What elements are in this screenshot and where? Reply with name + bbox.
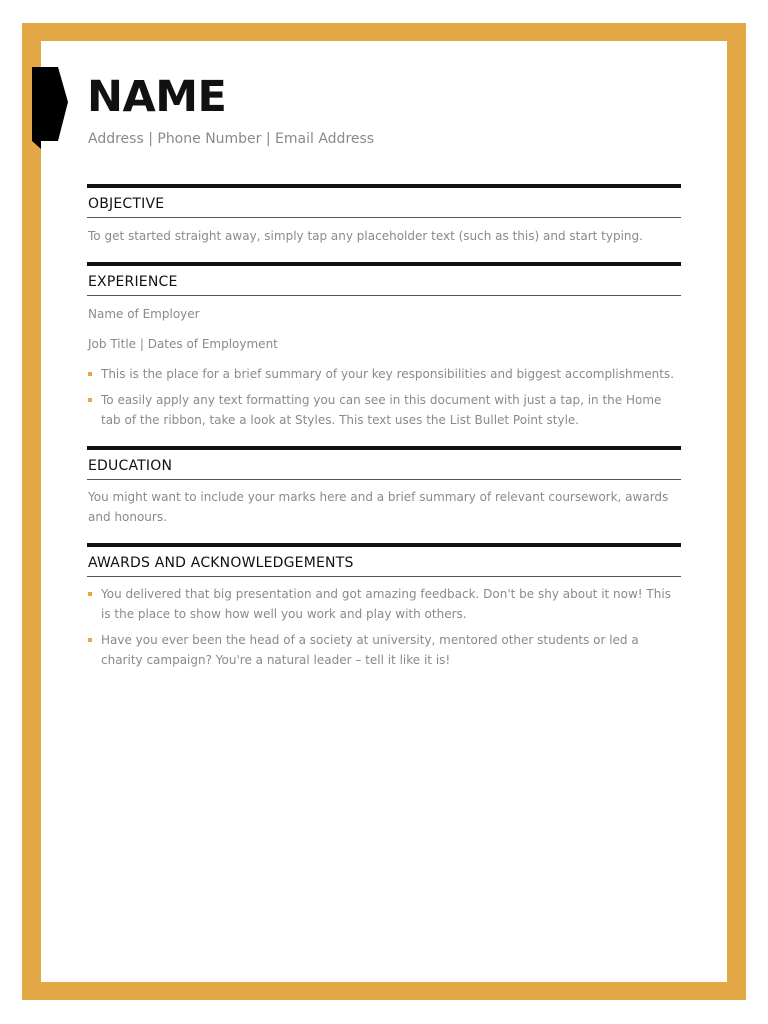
education-text[interactable]: You might want to include your marks here and a brief summary of relevant coursework, awards and honours. [88,490,669,524]
experience-header [87,262,681,296]
job-title-dates[interactable]: Job Title | Dates of Employment [88,337,278,351]
awards-header [87,543,681,577]
bullet-text: Have you ever been the head of a society at university, mentored other students or led a charity campaign? You're a natural leader – tell it like it is! [101,633,639,667]
experience-section [87,262,681,430]
education-title[interactable]: EDUCATION [88,458,173,474]
awards-bullet-list [87,584,681,670]
square-bullet-icon [88,592,92,596]
objective-title[interactable]: OBJECTIVE [88,196,165,212]
education-header [87,446,681,480]
bullet-text: You delivered that big presentation and got amazing feedback. Don't be shy about it now! This is the place to show how well you work and play with others. [101,587,671,621]
bullet-text: This is the place for a brief summary of your key responsibilities and biggest accomplishments. [101,367,675,381]
objective-section [87,184,681,246]
square-bullet-icon [88,638,92,642]
list-item[interactable] [87,630,681,670]
objective-text[interactable]: To get started straight away, simply tap any placeholder text (such as this) and start typing. [88,229,643,243]
education-section [87,446,681,527]
candidate-name[interactable]: NAME [87,72,227,122]
awards-title[interactable]: AWARDS AND ACKNOWLEDGEMENTS [88,555,354,571]
experience-bullet-list [87,364,681,430]
experience-title[interactable]: EXPERIENCE [88,274,178,290]
bookmark-tab-icon [32,67,68,149]
objective-header [87,184,681,218]
list-item[interactable] [87,364,681,384]
bullet-text: To easily apply any text formatting you can see in this document with just a tap, in the Home tab of the ribbon, take a look at Styles. This text uses the List Bullet Point style. [101,393,662,427]
employer-name[interactable]: Name of Employer [88,307,200,321]
awards-section [87,543,681,670]
square-bullet-icon [88,398,92,402]
list-item[interactable] [87,584,681,624]
list-item[interactable] [87,390,681,430]
contact-info[interactable]: Address | Phone Number | Email Address [88,131,375,147]
square-bullet-icon [88,372,92,376]
